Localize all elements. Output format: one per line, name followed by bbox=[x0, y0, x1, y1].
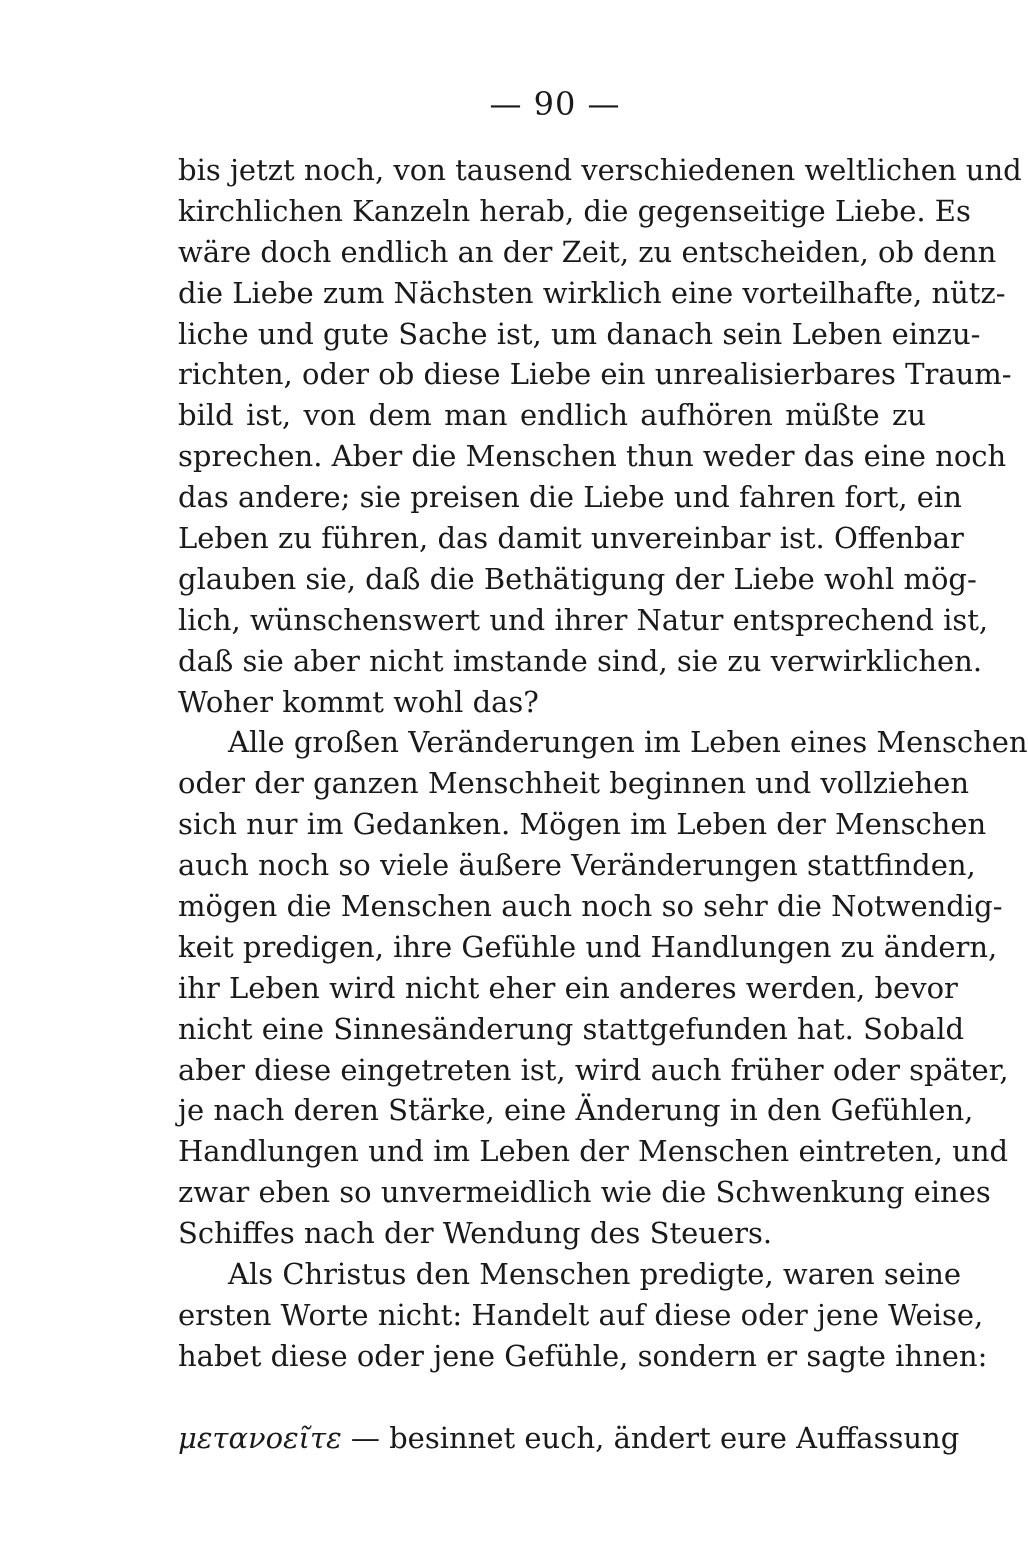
text-line-greek bbox=[178, 1418, 960, 1459]
paragraph-end-line: Schiffes nach der Wendung des Steuers. bbox=[178, 1216, 773, 1251]
text-line: wäre doch endlich an der Zeit, zu entscheiden, ob denn bbox=[178, 234, 997, 269]
paragraph-start-line: Alle großen Veränderungen im Leben eines Menschen bbox=[228, 725, 1028, 760]
text-line: glauben sie, daß die Bethätigung der Liebe wohl mög- bbox=[178, 561, 977, 596]
text-fragment: — besinnet euch, ändert eure Auffassung bbox=[341, 1420, 960, 1455]
greek-word: μετανοεῖτε bbox=[178, 1420, 342, 1455]
text-line bbox=[178, 1377, 926, 1418]
text-line: kirchlichen Kanzeln herab, die gegenseitige Liebe. Es bbox=[178, 193, 971, 228]
text-line: mögen die Menschen auch noch so sehr die Notwendig- bbox=[178, 889, 1003, 924]
text-line: oder der ganzen Menschheit beginnen und vollziehen bbox=[178, 766, 970, 801]
text-line: liche und gute Sache ist, um danach sein Leben einzu- bbox=[178, 316, 981, 351]
text-line: Handlungen und im Leben der Menschen eintreten, und bbox=[178, 1134, 1009, 1169]
page-number: — 90 — bbox=[489, 85, 621, 123]
text-line: daß sie aber nicht imstande sind, sie zu verwirklichen. bbox=[178, 643, 983, 678]
text-line: ihr Leben wird nicht eher ein anderes werden, bevor bbox=[178, 970, 958, 1005]
text-line: habet diese oder jene Gefühle, sondern er sagte ihnen: bbox=[178, 1338, 988, 1373]
text-line: nicht eine Sinnesänderung stattgefunden hat. Sobald bbox=[178, 1011, 965, 1046]
text-line: sich nur im Gedanken. Mögen im Leben der Menschen bbox=[178, 807, 987, 842]
text-line: richten, oder ob diese Liebe ein unrealisierbares Traum- bbox=[178, 357, 1012, 392]
paragraph-end-line: Woher kommt wohl das? bbox=[178, 684, 539, 719]
text-line: zwar eben so unvermeidlich wie die Schwenkung eines bbox=[178, 1175, 991, 1210]
text-line: das andere; sie preisen die Liebe und fahren fort, ein bbox=[178, 480, 962, 515]
text-line: auch noch so viele äußere Veränderungen stattfinden, bbox=[178, 848, 976, 883]
text-line: keit predigen, ihre Gefühle und Handlungen zu ändern, bbox=[178, 929, 998, 964]
text-line: Leben zu führen, das damit unvereinbar ist. Offenbar bbox=[178, 521, 964, 556]
text-line: bild ist, von dem man endlich aufhören müßte zu bbox=[178, 398, 926, 433]
text-line: aber diese eingetreten ist, wird auch früher oder später, bbox=[178, 1052, 1009, 1087]
text-line: bis jetzt noch, von tausend verschiedenen weltlichen und bbox=[178, 153, 1022, 187]
body-text bbox=[178, 150, 1028, 1459]
text-line: ersten Worte nicht: Handelt auf diese oder jene Weise, bbox=[178, 1297, 984, 1332]
paragraph-start-line: Als Christus den Menschen predigte, waren seine bbox=[228, 1257, 962, 1292]
text-line: je nach deren Stärke, eine Änderung in den Gefühlen, bbox=[178, 1093, 974, 1128]
text-line: lich, wünschenswert und ihrer Natur entsprechend ist, bbox=[178, 602, 989, 637]
text-line: sprechen. Aber die Menschen thun weder das eine noch bbox=[178, 439, 1007, 474]
text-line: die Liebe zum Nächsten wirklich eine vorteilhafte, nütz- bbox=[178, 275, 1006, 310]
